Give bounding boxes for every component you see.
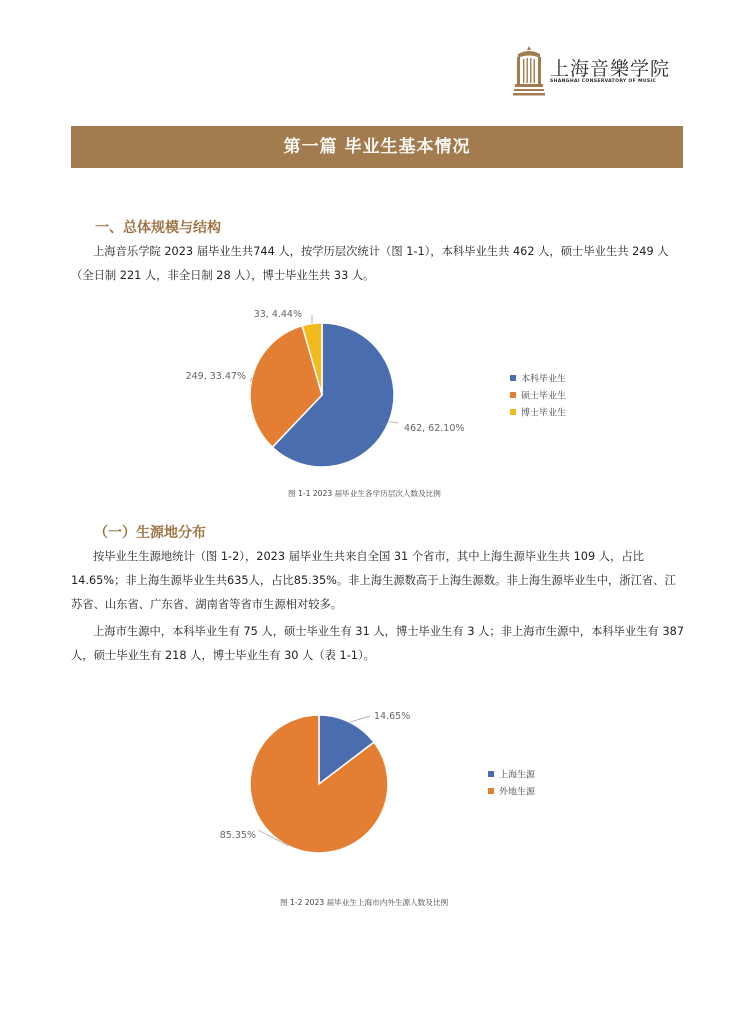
legend-label: 上海生源 — [499, 770, 536, 781]
pie-leader-line — [389, 422, 398, 423]
section-heading-overall: 一、总体规模与结构 — [95, 220, 221, 236]
section2-paragraph-2: 上海市生源中，本科毕业生有 75 人，硕士毕业生有 31 人，博士毕业生有 3 人；非上海市生源中，本科毕业生有 387 人，硕士毕业生有 218 人，博士毕业生有 30 人（表 1-1）。 — [71, 625, 685, 662]
chapter-banner: 第一篇 毕业生基本情况 — [71, 126, 683, 168]
legend-swatch — [510, 392, 516, 398]
logo-chinese-name: 上海音樂学院 — [550, 58, 671, 80]
conservatory-logo — [512, 44, 692, 100]
pie-data-label: 85.35% — [219, 830, 256, 841]
section-heading-origin: （一）生源地分布 — [94, 525, 206, 541]
section2-paragraph-1: 按毕业生生源地统计（图 1-2），2023 届毕业生共来自全国 31 个省市，其中上海生源毕业生共 109 人，占比 14.65%；非上海生源毕业生共635人，占比85.35%。非上海生源数高于上海生源数。非上海生源毕业生中，浙江省、江苏省、山东省、广东省、湖南省等省市生源相对较多。 — [71, 550, 676, 611]
logo-english-name: SHANGHAI CONSERVATORY OF MUSIC — [550, 79, 657, 84]
lyre-emblem-icon — [512, 44, 546, 100]
pie-chart-origin — [170, 700, 670, 880]
legend-swatch — [488, 788, 494, 794]
legend-swatch — [510, 375, 516, 381]
pie-leader-line — [350, 716, 370, 722]
section1-paragraph: 上海音乐学院 2023 届毕业生共744 人，按学历层次统计（图 1-1），本科毕业生共 462 人，硕士毕业生共 249 人（全日制 221 人，非全日制 28 人），博士毕业生共 33 人。 — [71, 245, 669, 282]
chart2-caption: 图 1-2 2023 届毕业生上海市内外生源人数及比例 — [280, 898, 449, 907]
legend-swatch — [510, 409, 516, 415]
legend-label: 本科毕业生 — [521, 374, 567, 385]
legend-label: 硕士毕业生 — [521, 391, 567, 402]
chart1-caption: 图 1-1 2023 届毕业生各学历层次人数及比例 — [288, 489, 441, 498]
legend-swatch — [488, 771, 494, 777]
pie-chart-degree-levels — [170, 305, 670, 485]
pie-data-label: 14.65% — [374, 711, 411, 722]
legend-label: 外地生源 — [499, 787, 536, 798]
legend-label: 博士毕业生 — [521, 408, 567, 419]
pie-data-label: 462, 62.10% — [404, 423, 465, 434]
pie-data-label: 249, 33.47% — [185, 371, 246, 382]
pie-data-label: 33, 4.44% — [253, 309, 302, 320]
